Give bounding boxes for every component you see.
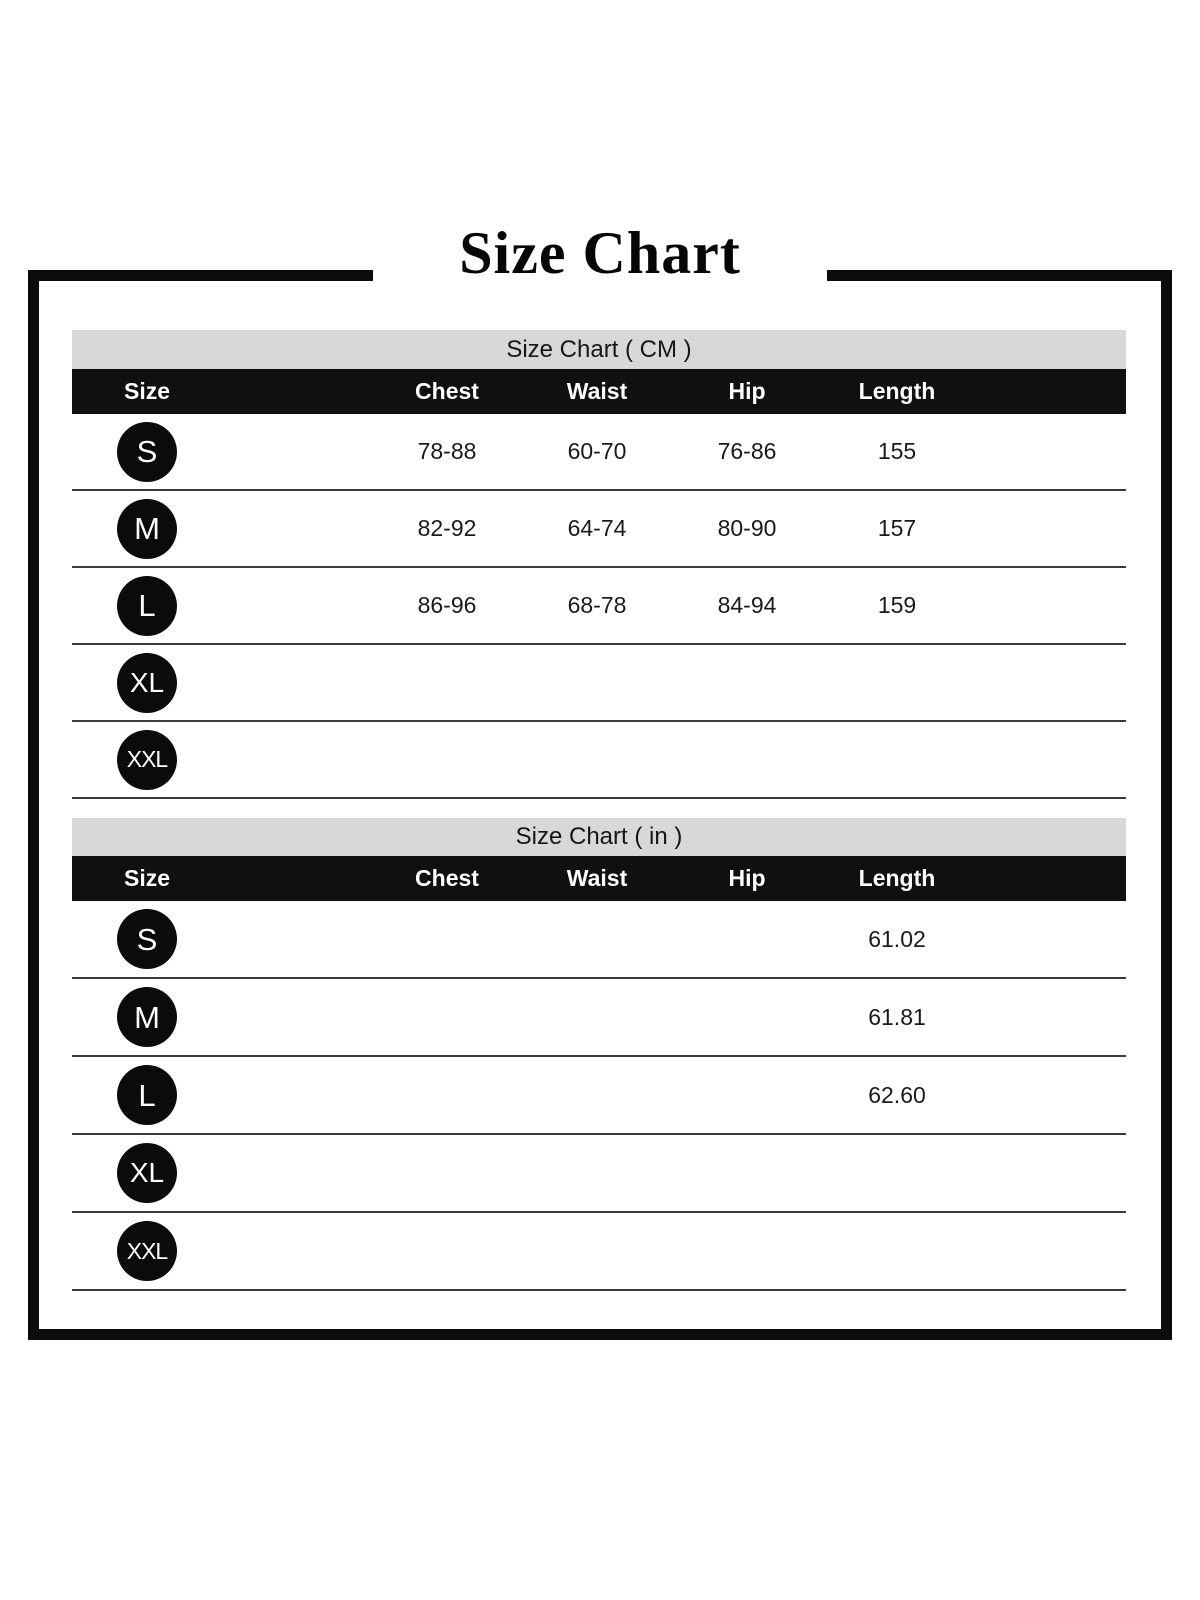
column-header-waist: Waist — [566, 865, 628, 891]
cell-waist: 68-78 — [567, 592, 627, 618]
page-title: Size Chart — [459, 219, 741, 286]
cell-length: 61.81 — [868, 1003, 926, 1030]
cell-length: 155 — [877, 438, 917, 464]
cell-hip: 84-94 — [717, 592, 777, 618]
table-caption: Size Chart ( in ) — [72, 818, 1126, 856]
column-header-length: Length — [858, 378, 936, 404]
size-badge: S — [117, 422, 177, 482]
column-header-chest: Chest — [415, 865, 479, 891]
column-header-waist: Waist — [566, 378, 628, 404]
size-badge: L — [117, 576, 177, 636]
cell-chest: 78-88 — [417, 438, 477, 464]
size-badge: M — [117, 499, 177, 559]
table-row — [72, 491, 1126, 568]
column-header-chest: Chest — [415, 378, 479, 404]
size-badge: S — [117, 909, 177, 969]
table-header-row — [72, 856, 1126, 901]
table-caption: Size Chart ( CM ) — [72, 330, 1126, 369]
size-table-cm — [72, 330, 1126, 799]
cell-waist: 64-74 — [567, 515, 627, 541]
column-header-size: Size — [123, 378, 171, 404]
cell-length: 61.02 — [868, 925, 926, 952]
table-row — [72, 1057, 1126, 1135]
cell-length: 159 — [877, 592, 917, 618]
table-row — [72, 568, 1126, 645]
cell-hip: 76-86 — [717, 438, 777, 464]
column-header-length: Length — [858, 865, 936, 891]
table-row — [72, 645, 1126, 722]
cell-hip: 80-90 — [717, 515, 777, 541]
table-row — [72, 414, 1126, 491]
size-badge: XL — [117, 1143, 177, 1203]
cell-length: 157 — [877, 515, 917, 541]
size-badge: L — [117, 1065, 177, 1125]
table-row — [72, 901, 1126, 979]
size-table-in — [72, 818, 1126, 1291]
cell-waist: 60-70 — [567, 438, 627, 464]
table-row — [72, 979, 1126, 1057]
size-badge: XL — [117, 653, 177, 713]
size-badge: XXL — [117, 730, 177, 790]
table-row — [72, 722, 1126, 799]
cell-chest: 86-96 — [417, 592, 477, 618]
column-header-hip: Hip — [728, 865, 766, 891]
table-row — [72, 1213, 1126, 1291]
size-badge: M — [117, 987, 177, 1047]
column-header-size: Size — [123, 865, 171, 891]
cell-length: 62.60 — [868, 1081, 926, 1108]
table-header-row — [72, 369, 1126, 414]
title-box — [373, 210, 827, 296]
cell-chest: 82-92 — [417, 515, 477, 541]
size-badge: XXL — [117, 1221, 177, 1281]
column-header-hip: Hip — [728, 378, 766, 404]
table-row — [72, 1135, 1126, 1213]
